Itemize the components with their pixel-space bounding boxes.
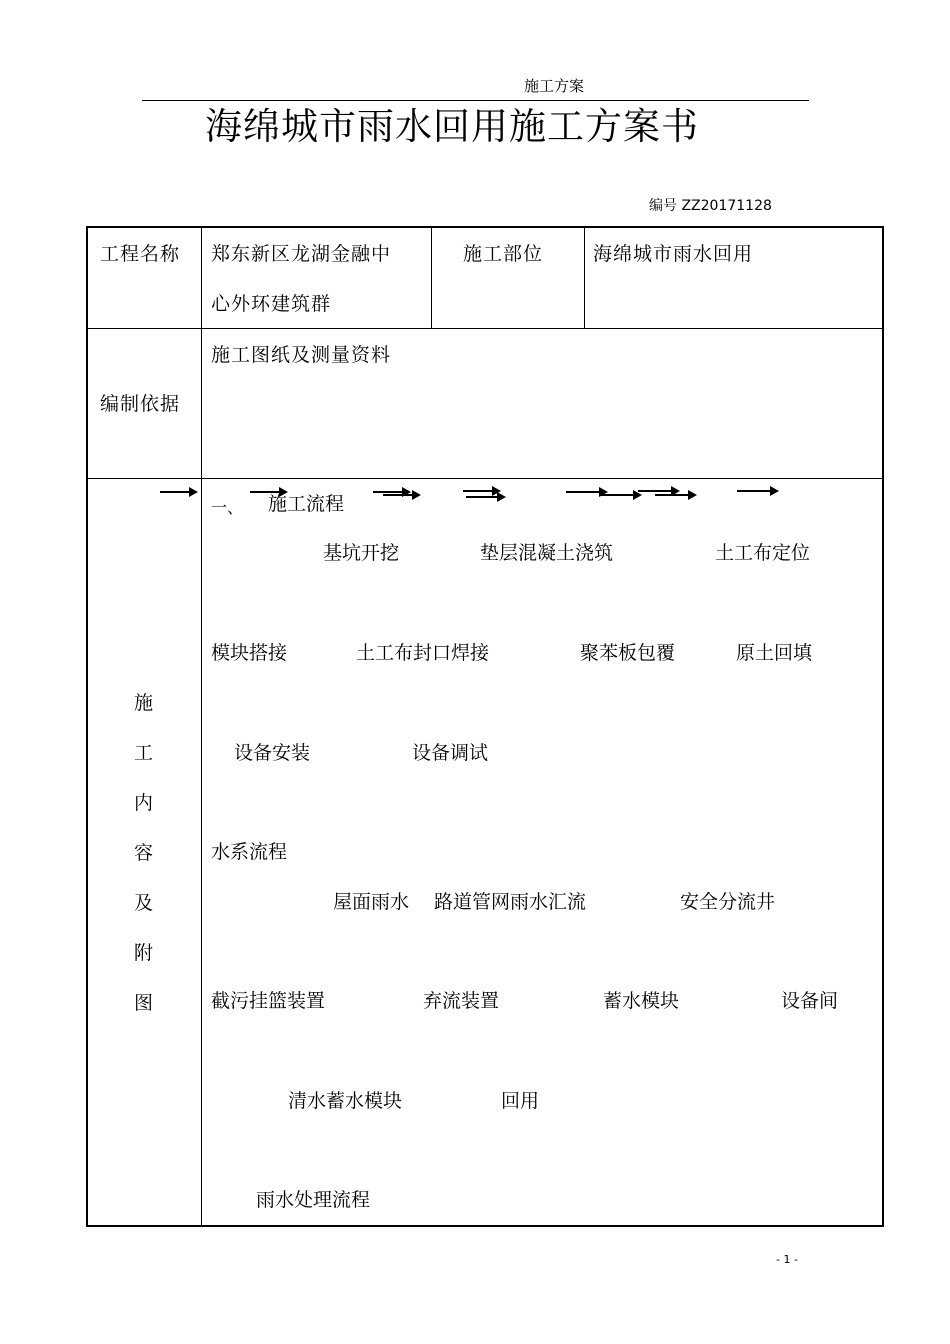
content-label-char-1: 施 (134, 692, 155, 714)
flow-step: 模块搭接 (211, 642, 288, 664)
flow-step: 聚苯板包覆 (580, 642, 676, 664)
table-divider-row1-a (431, 227, 432, 328)
project-name-label: 工程名称 (100, 243, 181, 265)
flow-step: 设备调试 (412, 742, 489, 764)
document-title: 海绵城市雨水回用施工方案书 (205, 105, 699, 148)
flow-arrow-icon (160, 491, 196, 493)
content-label-char-2: 工 (134, 742, 155, 764)
running-header: 施工方案 (524, 77, 585, 95)
project-name-line1: 郑东新区龙湖金融中 (211, 243, 392, 265)
water-flow-step: 安全分流井 (680, 891, 776, 913)
basis-label: 编制依据 (100, 393, 181, 415)
flow-arrow-icon (737, 490, 777, 492)
page-number: - 1 - (776, 1253, 798, 1266)
table-divider-row1-b (584, 227, 585, 328)
table-row-divider-1 (87, 328, 883, 329)
water-flow-step: 蓄水模块 (603, 990, 680, 1012)
water-flow-step: 路道管网雨水汇流 (434, 891, 587, 913)
water-flow-step: 弃流装置 (423, 990, 500, 1012)
flow-arrow-icon (463, 490, 499, 492)
project-name-line2: 心外环建筑群 (211, 293, 332, 315)
rain-treatment-title: 雨水处理流程 (256, 1189, 371, 1211)
section-marker: 一、 (211, 498, 244, 517)
flow-step: 基坑开挖 (323, 542, 400, 564)
water-flow-title: 水系流程 (211, 841, 288, 863)
content-label-char-4: 容 (134, 842, 155, 864)
flow-arrow-icon (373, 491, 409, 493)
flow-step: 设备安装 (234, 742, 311, 764)
table-divider-label-col (201, 227, 202, 1226)
flow-step: 原土回填 (736, 642, 813, 664)
location-value: 海绵城市雨水回用 (593, 243, 754, 265)
flow-arrow-icon (466, 496, 504, 498)
flow-arrow-icon (383, 494, 419, 496)
water-flow-step: 清水蓄水模块 (288, 1090, 403, 1112)
table-row-divider-2 (87, 478, 883, 479)
flow-arrow-icon (655, 494, 695, 496)
document-number: 编号 ZZ20171128 (649, 198, 772, 214)
content-label-char-7: 图 (134, 992, 155, 1014)
flow-arrow-icon (566, 491, 606, 493)
section-title: 施工流程 (268, 493, 345, 515)
water-flow-step: 回用 (501, 1090, 540, 1112)
content-label-char-5: 及 (134, 892, 155, 914)
flow-step: 土工布封口焊接 (356, 642, 490, 664)
basis-value: 施工图纸及测量资料 (211, 344, 392, 366)
content-label-char-3: 内 (134, 792, 155, 814)
content-label-char-6: 附 (134, 942, 155, 964)
water-flow-step: 设备间 (781, 990, 839, 1012)
flow-arrow-icon (600, 494, 640, 496)
construction-table (86, 226, 884, 1227)
flow-step: 土工布定位 (715, 542, 811, 564)
flow-step: 垫层混凝土浇筑 (480, 542, 614, 564)
flow-arrow-icon (638, 490, 678, 492)
water-flow-step: 截污挂篮装置 (211, 990, 326, 1012)
location-label: 施工部位 (463, 243, 544, 265)
water-flow-step: 屋面雨水 (333, 891, 410, 913)
